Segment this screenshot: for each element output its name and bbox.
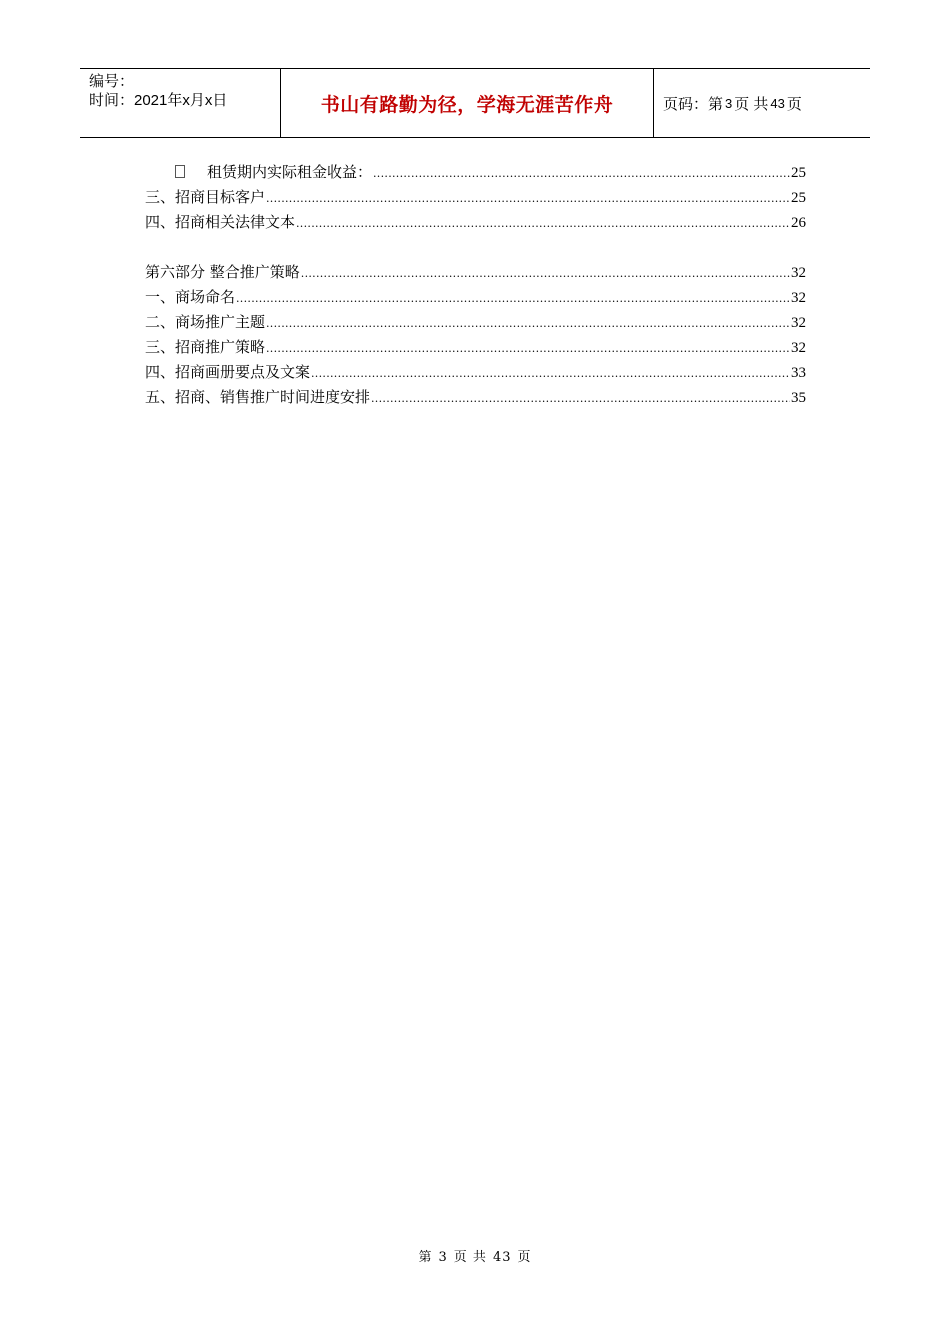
toc-entry-page: 32 — [791, 315, 806, 331]
toc-entry[interactable] — [145, 310, 806, 335]
toc-entry-label: 租赁期内实际租金收益： — [207, 163, 373, 181]
bullet-icon — [175, 165, 185, 178]
toc-entry[interactable] — [145, 360, 806, 385]
toc-entry[interactable] — [145, 160, 806, 185]
toc-entry-page: 32 — [791, 290, 806, 306]
toc-leader-dots — [236, 286, 790, 311]
header-page-prefix: 页码：第 — [663, 95, 724, 113]
toc-entry-label: 一、商场命名 — [145, 288, 236, 306]
footer-prefix: 第 — [418, 1250, 433, 1265]
toc-entry-label: 二、商场推广主题 — [145, 313, 266, 331]
toc-entry-label: 四、招商相关法律文本 — [145, 213, 296, 231]
header-page-suffix: 页 — [786, 95, 802, 113]
toc-leader-dots — [266, 311, 790, 336]
toc-entry-page: 35 — [791, 390, 806, 406]
header-page-info — [654, 69, 870, 137]
footer-mid: 页 共 — [453, 1250, 487, 1265]
footer-suffix: 页 — [517, 1250, 532, 1265]
footer-page-total: 43 — [492, 1250, 512, 1265]
toc-entry-label: 五、招商、销售推广时间进度安排 — [145, 388, 371, 406]
toc-entry[interactable] — [145, 385, 806, 410]
toc-entry-page: 26 — [791, 215, 806, 231]
header-page-mid: 页 共 — [734, 95, 769, 113]
toc-leader-dots — [371, 386, 790, 411]
toc-entry-page: 32 — [791, 340, 806, 356]
toc-entry-label: 四、招商画册要点及文案 — [145, 363, 311, 381]
document-time: 时间：2021年x月x日 — [89, 92, 228, 109]
table-of-contents — [145, 160, 806, 410]
toc-entry-label: 第六部分 整合推广策略 — [145, 263, 300, 281]
toc-leader-dots — [266, 336, 790, 361]
toc-leader-dots — [266, 186, 790, 211]
toc-entry-label: 三、招商目标客户 — [145, 188, 266, 206]
header-page-total: 43 — [770, 95, 785, 111]
page-footer — [0, 1246, 950, 1265]
header-motto: 书山有路勤为径，学海无涯苦作舟 — [281, 69, 654, 137]
toc-entry[interactable] — [145, 185, 806, 210]
toc-spacer — [145, 235, 806, 260]
toc-leader-dots — [296, 211, 790, 236]
toc-leader-dots — [311, 361, 790, 386]
toc-entry-label: 三、招商推广策略 — [145, 338, 266, 356]
toc-leader-dots — [373, 161, 790, 186]
toc-entry[interactable] — [145, 210, 806, 235]
toc-leader-dots — [301, 261, 790, 286]
page-header — [80, 68, 870, 138]
toc-entry-page: 32 — [791, 265, 806, 281]
toc-entry-page: 25 — [791, 165, 806, 181]
toc-entry[interactable] — [145, 335, 806, 360]
header-page-current: 3 — [725, 95, 733, 111]
toc-section-heading[interactable] — [145, 260, 806, 285]
toc-entry-page: 25 — [791, 190, 806, 206]
toc-entry[interactable] — [145, 285, 806, 310]
toc-entry-page: 33 — [791, 365, 806, 381]
footer-page-current: 3 — [438, 1250, 448, 1265]
document-number-label: 编号： — [89, 73, 135, 90]
header-meta — [80, 69, 281, 137]
